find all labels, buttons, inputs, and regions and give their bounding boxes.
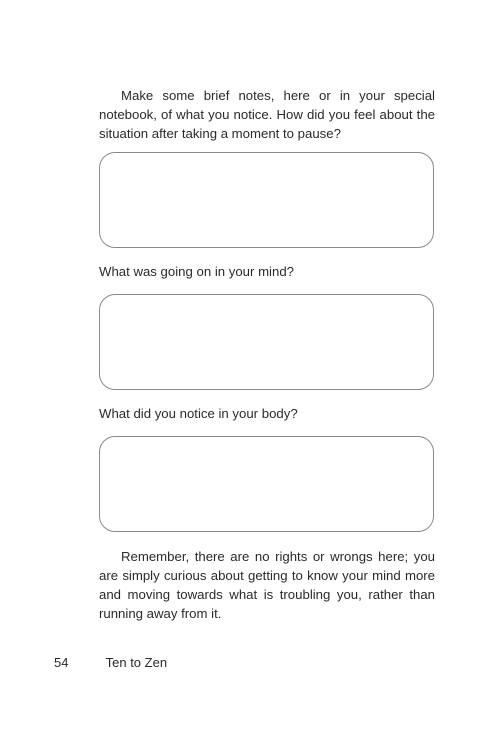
notes-box-feelings[interactable]	[99, 152, 434, 248]
page-number: 54	[54, 655, 69, 670]
page-footer	[54, 655, 167, 671]
notes-box-mind[interactable]	[99, 294, 434, 390]
book-title: Ten to Zen	[105, 655, 168, 670]
intro-paragraph: Make some brief notes, here or in your special notebook, of what you notice. How did you feel about the situation after taking a moment to pause?	[99, 88, 435, 141]
question-body: What did you notice in your body?	[99, 406, 298, 421]
closing-paragraph: Remember, there are no rights or wrongs here; you are simply curious about getting to know your mind more and moving towards what is troubling you, rather than running away from it.	[99, 549, 435, 621]
notes-box-body[interactable]	[99, 436, 434, 532]
question-mind: What was going on in your mind?	[99, 264, 294, 279]
